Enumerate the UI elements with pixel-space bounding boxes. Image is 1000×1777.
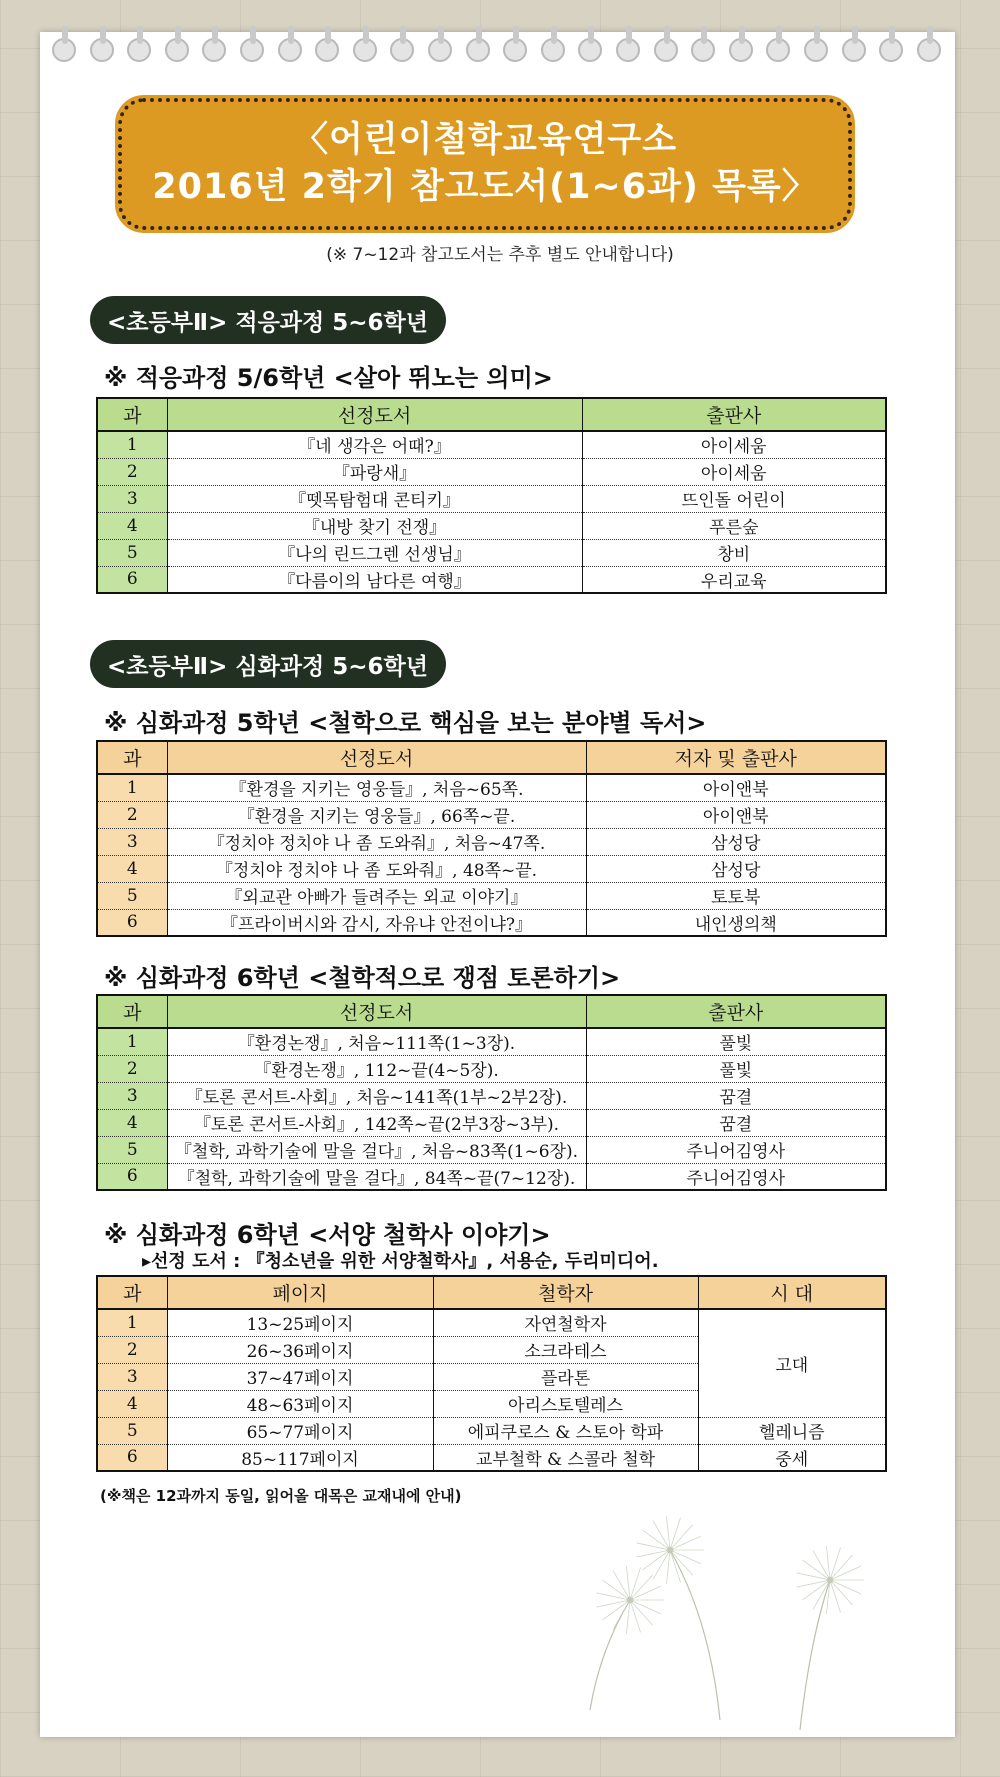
binder-ring [428,38,452,62]
table-cell: 꿈결 [586,1082,886,1109]
col-header-book: 선정도서 [167,741,586,774]
title-line-1: 〈어린이철학교육연구소 [292,119,678,160]
table-row [97,458,886,485]
table-cell: 우리교육 [582,566,886,593]
table-cell: 풀빛 [586,1055,886,1082]
col-header-book: 선정도서 [167,398,582,431]
table-cell: 『파랑새』 [167,458,582,485]
col-header-lesson: 과 [97,995,167,1028]
binder-ring [127,38,151,62]
table-row [97,485,886,512]
binder-ring [578,38,602,62]
table-cell: 65~77페이지 [167,1417,433,1444]
table-cell: 『철학, 과학기술에 말을 걸다』, 84쪽~끝(7~12장). [167,1163,586,1190]
table-cell: 아이앤북 [586,801,886,828]
section-heading-grade6-debate: ※ 심화과정 6학년 <철학적으로 쟁점 토론하기> [104,964,621,992]
lesson-number-cell: 5 [97,539,167,566]
col-header-publisher: 출판사 [582,398,886,431]
era-cell: 헬레니즘 [698,1417,886,1444]
lesson-number-cell: 3 [97,828,167,855]
lesson-number-cell: 4 [97,1109,167,1136]
era-cell: 고대 [698,1309,886,1417]
table-cell: 교부철학 & 스콜라 철학 [433,1444,698,1471]
table-row [97,1055,886,1082]
lesson-number-cell: 5 [97,882,167,909]
binder-ring [353,38,377,62]
lesson-number-cell: 3 [97,1082,167,1109]
lesson-number-cell: 6 [97,1444,167,1471]
table-cell: 삼성당 [586,828,886,855]
table-cell: 37~47페이지 [167,1363,433,1390]
lesson-number-cell: 4 [97,855,167,882]
dandelion-decoration [470,1460,920,1740]
table-cell: 뜨인돌 어린이 [582,485,886,512]
table-cell: 삼성당 [586,855,886,882]
table-cell: 에피쿠로스 & 스토아 학파 [433,1417,698,1444]
footnote: (※책은 12과까지 동일, 읽어올 대목은 교재내에 안내) [100,1487,462,1505]
table-cell: 『환경논쟁』, 112~끝(4~5장). [167,1055,586,1082]
table-cell: 아이세움 [582,458,886,485]
table-cell: 아리스토텔레스 [433,1390,698,1417]
table-cell: 소크라테스 [433,1336,698,1363]
col-header-lesson: 과 [97,1276,167,1309]
grade6-debate-book-table [96,994,887,1191]
table-row [97,774,886,801]
table-row [97,539,886,566]
table-cell: 『토론 콘서트-사회』, 처음~141쪽(1부~2부2장). [167,1082,586,1109]
table-row [97,1028,886,1055]
binder-ring [691,38,715,62]
binder-rings [40,36,955,66]
lesson-number-cell: 6 [97,909,167,936]
adaptation-book-table [96,397,887,594]
table-row [97,1417,886,1444]
table-cell: 푸른숲 [582,512,886,539]
table-cell: 『환경을 지키는 영웅들』, 66쪽~끝. [167,801,586,828]
lesson-number-cell: 2 [97,1336,167,1363]
binder-ring [240,38,264,62]
binder-ring [315,38,339,62]
lesson-number-cell: 4 [97,512,167,539]
selected-book-note: ▸선정 도서 : 『청소년을 위한 서양철학사』, 서용순, 두리미디어. [142,1251,659,1272]
notice-text: (※ 7~12과 참고도서는 추후 별도 안내합니다) [326,245,674,265]
section-heading-western-philosophy: ※ 심화과정 6학년 <서양 철학사 이야기> [104,1221,551,1249]
table-cell: 85~117페이지 [167,1444,433,1471]
table-cell: 자연철학자 [433,1309,698,1336]
table-cell: 창비 [582,539,886,566]
lesson-number-cell: 2 [97,801,167,828]
lesson-number-cell: 2 [97,458,167,485]
binder-ring [766,38,790,62]
table-row [97,1136,886,1163]
section-heading-adaptation: ※ 적응과정 5/6학년 <살아 뛰노는 의미> [104,364,553,392]
table-row [97,512,886,539]
era-cell: 중세 [698,1444,886,1471]
table-cell: 『내방 찾기 전쟁』 [167,512,582,539]
lesson-number-cell: 5 [97,1417,167,1444]
table-cell: 『토론 콘서트-사회』, 142쪽~끝(2부3장~3부). [167,1109,586,1136]
binder-ring [842,38,866,62]
binder-ring [52,38,76,62]
lesson-number-cell: 3 [97,1363,167,1390]
binder-ring [804,38,828,62]
col-header-philosopher: 철학자 [433,1276,698,1309]
table-row [97,1163,886,1190]
table-row [97,1309,886,1336]
table-cell: 『외교관 아빠가 들려주는 외교 이야기』 [167,882,586,909]
table-cell: 『환경논쟁』, 처음~111쪽(1~3장). [167,1028,586,1055]
lesson-number-cell: 1 [97,1309,167,1336]
col-header-era: 시 대 [698,1276,886,1309]
binder-ring [503,38,527,62]
section-heading-grade5: ※ 심화과정 5학년 <철학으로 핵심을 보는 분야별 독서> [104,709,707,737]
table-row [97,855,886,882]
binder-ring [729,38,753,62]
table-cell: 『정치야 정치야 나 좀 도와줘』, 처음~47쪽. [167,828,586,855]
table-row [97,828,886,855]
table-cell: 『네 생각은 어때?』 [167,431,582,458]
col-header-lesson: 과 [97,741,167,774]
table-cell: 꿈결 [586,1109,886,1136]
table-cell: 48~63페이지 [167,1390,433,1417]
philosophy-history-table [96,1275,887,1472]
section-pill-advanced: <초등부Ⅱ> 심화과정 5~6학년 [90,640,446,688]
binder-ring [390,38,414,62]
binder-ring [165,38,189,62]
binder-ring [917,38,941,62]
col-header-pages: 페이지 [167,1276,433,1309]
col-header-author-publisher: 저자 및 출판사 [586,741,886,774]
table-row [97,882,886,909]
lesson-number-cell: 1 [97,431,167,458]
table-row [97,431,886,458]
lesson-number-cell: 3 [97,485,167,512]
binder-ring [466,38,490,62]
table-row [97,909,886,936]
binder-ring [202,38,226,62]
table-cell: 플라톤 [433,1363,698,1390]
grade5-book-table [96,740,887,937]
lesson-number-cell: 4 [97,1390,167,1417]
binder-ring [278,38,302,62]
binder-ring [90,38,114,62]
title-banner [118,98,852,230]
table-cell: 13~25페이지 [167,1309,433,1336]
table-cell: 『나의 린드그렌 선생님』 [167,539,582,566]
table-cell: 토토북 [586,882,886,909]
binder-ring [541,38,565,62]
lesson-number-cell: 6 [97,1163,167,1190]
lesson-number-cell: 1 [97,774,167,801]
col-header-publisher: 출판사 [586,995,886,1028]
binder-ring [616,38,640,62]
table-row [97,566,886,593]
table-row [97,1082,886,1109]
table-cell: 주니어김영사 [586,1136,886,1163]
col-header-lesson: 과 [97,398,167,431]
table-row [97,801,886,828]
lesson-number-cell: 2 [97,1055,167,1082]
table-cell: 『프라이버시와 감시, 자유냐 안전이냐?』 [167,909,586,936]
table-cell: 내인생의책 [586,909,886,936]
lesson-number-cell: 1 [97,1028,167,1055]
table-row [97,1109,886,1136]
lesson-number-cell: 5 [97,1136,167,1163]
title-line-2: 2016년 2학기 참고도서(1~6과) 목록〉 [152,167,818,207]
table-cell: 주니어김영사 [586,1163,886,1190]
table-cell: 아이세움 [582,431,886,458]
table-cell: 26~36페이지 [167,1336,433,1363]
lesson-number-cell: 6 [97,566,167,593]
binder-ring [879,38,903,62]
table-cell: 아이앤북 [586,774,886,801]
table-cell: 『철학, 과학기술에 말을 걸다』, 처음~83쪽(1~6장). [167,1136,586,1163]
col-header-book: 선정도서 [167,995,586,1028]
table-cell: 풀빛 [586,1028,886,1055]
binder-ring [654,38,678,62]
table-cell: 『다름이의 남다른 여행』 [167,566,582,593]
table-cell: 『정치야 정치야 나 좀 도와줘』, 48쪽~끝. [167,855,586,882]
section-pill-adaptation: <초등부Ⅱ> 적응과정 5~6학년 [90,296,446,344]
table-cell: 『환경을 지키는 영웅들』, 처음~65쪽. [167,774,586,801]
table-cell: 『뗏목탐험대 콘티키』 [167,485,582,512]
